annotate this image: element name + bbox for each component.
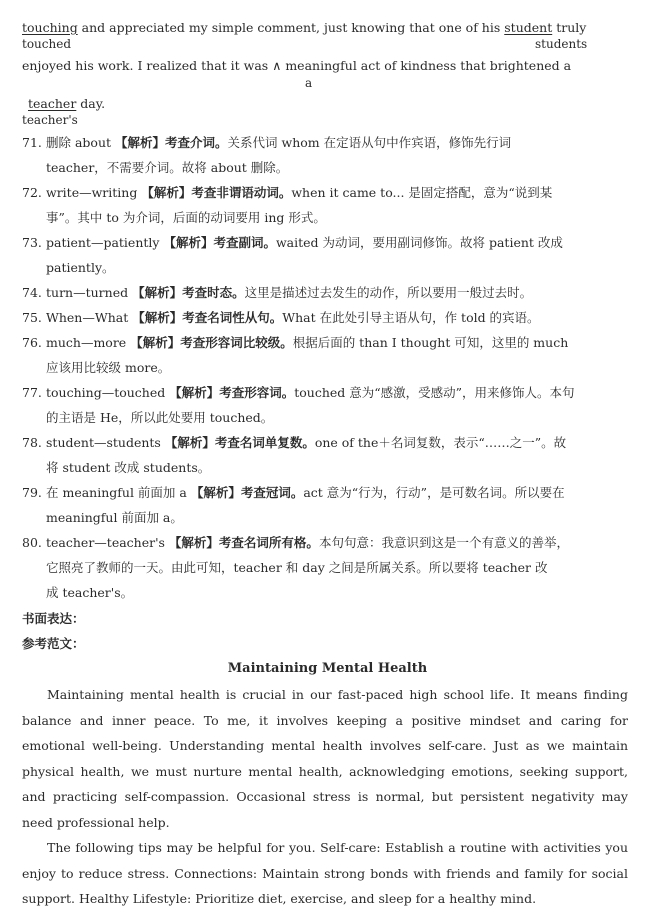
analysis-tag: 【解析】考查名词单复数。	[164, 435, 315, 450]
essay-title: Maintaining Mental Health	[227, 661, 428, 676]
item-explanation: 本句句意：我意识到这是一个有意义的善举，	[318, 535, 569, 550]
item-explanation: when it came to... 是固定搭配，意为“说到某	[291, 185, 553, 200]
item-explanation-cont: 它照亮了教师的一天。由此可知，teacher 和 day 之间是所属关系。所以要将 teacher 改	[46, 560, 548, 575]
item-explanation-cont: meaningful 前面加 a。	[46, 510, 183, 525]
item-number: 78.	[22, 435, 42, 450]
item-answer: 删除 about	[46, 135, 116, 150]
answer-item-78	[22, 430, 632, 480]
item-explanation-cont: teacher，不需要介词。故将 about 删除。	[46, 160, 289, 175]
item-explanation: one of the＋名词复数，表示“……之一”。故	[314, 435, 567, 450]
item-answer: When—What	[46, 310, 133, 325]
item-number: 73.	[22, 235, 42, 250]
writing-section-label: 书面表达：	[22, 611, 85, 626]
analysis-tag: 【解析】考查介词。	[115, 135, 228, 150]
item-number: 76.	[22, 335, 42, 350]
answer-item-80	[22, 530, 632, 605]
item-number: 77.	[22, 385, 42, 400]
item-explanation: What 在此处引导主语从句，作 told 的宾语。	[282, 310, 540, 325]
item-explanation: 这里是描述过去发生的动作，所以要用一般过去时。	[244, 285, 533, 300]
sample-essay-label: 参考范文：	[22, 636, 85, 651]
answer-item-71	[22, 130, 632, 180]
passage-text: day.	[76, 96, 106, 111]
item-answer: touching—touched	[46, 385, 170, 400]
insert-caret: ∧	[272, 58, 282, 73]
analysis-tag: 【解析】考查副词。	[163, 235, 276, 250]
item-answer: 在 meaningful 前面加 a	[46, 485, 191, 500]
passage-text: meaningful act of kindness that brightened a	[281, 58, 572, 73]
item-number: 79.	[22, 485, 42, 500]
item-explanation: waited 为动词，要用副词修饰。故将 patient 改成	[275, 235, 563, 250]
correction-a: a	[305, 76, 313, 90]
error-word-student: student	[504, 20, 553, 35]
answer-item-74	[22, 280, 632, 305]
item-number: 72.	[22, 185, 42, 200]
item-answer: turn—turned	[46, 285, 133, 300]
item-number: 80.	[22, 535, 42, 550]
item-explanation: act 意为“行为，行动”，是可数名词。所以要在	[303, 485, 565, 500]
analysis-tag: 【解析】考查形容词。	[169, 385, 295, 400]
item-answer: much—more	[46, 335, 131, 350]
correction-teachers: teacher's	[22, 113, 78, 127]
essay-body	[22, 682, 628, 912]
passage-line-2	[22, 58, 571, 74]
analysis-tag: 【解析】考查名词性从句。	[132, 310, 283, 325]
item-explanation-cont: 成 teacher's。	[46, 585, 134, 600]
item-number: 74.	[22, 285, 42, 300]
item-answer: patient—patiently	[46, 235, 164, 250]
item-explanation: touched 意为“感激，受感动”，用来修饰人。本句	[294, 385, 575, 400]
error-word-touching: touching	[22, 20, 78, 35]
answer-item-77	[22, 380, 632, 430]
item-explanation-cont: 将 student 改成 students。	[46, 460, 211, 475]
item-answer: student—students	[46, 435, 165, 450]
analysis-tag: 【解析】考查时态。	[132, 285, 245, 300]
essay-paragraph-1: Maintaining mental health is crucial in our fast-paced high school life. It means finding balance and inner peace. To me, it involves keeping a positive mindset and caring for emotional well-being. Understanding mental health involves self-care. Just as we maintain physical health, we must nurture mental health, acknowledging emotions, seeking support, and practicing self-compassion. Occasional stress is normal, but persistent negativity may need professional help.	[22, 687, 628, 830]
item-explanation: 关系代词 whom 在定语从句中作宾语，修饰先行词	[227, 135, 512, 150]
answer-item-72	[22, 180, 632, 230]
passage-text: and appreciated my simple comment, just knowing that one of his	[77, 20, 505, 35]
item-explanation-cont: 事”。其中 to 为介词，后面的动词要用 ing 形式。	[46, 210, 326, 225]
essay-paragraph-2: The following tips may be helpful for you. Self-care: Establish a routine with activities you enjoy to reduce stress. Connections: Maintain strong bonds with friends and family for social support. Healthy Lifestyle: Prioritize diet, exercise, and sleep for a healthy mind.	[22, 840, 628, 906]
corrected-passage	[22, 16, 632, 128]
analysis-tag: 【解析】考查冠词。	[190, 485, 304, 500]
item-answer: teacher—teacher's	[46, 535, 169, 550]
passage-text: truly	[552, 20, 587, 35]
item-explanation-cont: 的主语是 He，所以此处要用 touched。	[46, 410, 274, 425]
answer-item-79	[22, 480, 632, 530]
item-explanation: 根据后面的 than I thought 可知，这里的 much	[292, 335, 569, 350]
passage-line-3	[28, 96, 105, 112]
analysis-tag: 【解析】考查名词所有格。	[168, 535, 319, 550]
passage-line-1	[22, 20, 586, 36]
error-word-teacher: teacher	[28, 96, 77, 111]
item-explanation-cont: 应该用比较级 more。	[46, 360, 171, 375]
analysis-tag: 【解析】考查非谓语动词。	[141, 185, 292, 200]
answer-item-73	[22, 230, 632, 280]
correction-touched: touched	[22, 37, 72, 51]
item-number: 75.	[22, 310, 42, 325]
item-explanation-cont: patiently。	[46, 260, 115, 275]
passage-text: enjoyed his work. I realized that it was	[22, 58, 273, 73]
item-number: 71.	[22, 135, 42, 150]
answer-item-76	[22, 330, 632, 380]
correction-students: students	[535, 37, 588, 51]
analysis-tag: 【解析】考查形容词比较级。	[130, 335, 293, 350]
answer-item-75	[22, 305, 632, 330]
item-answer: write—writing	[46, 185, 142, 200]
